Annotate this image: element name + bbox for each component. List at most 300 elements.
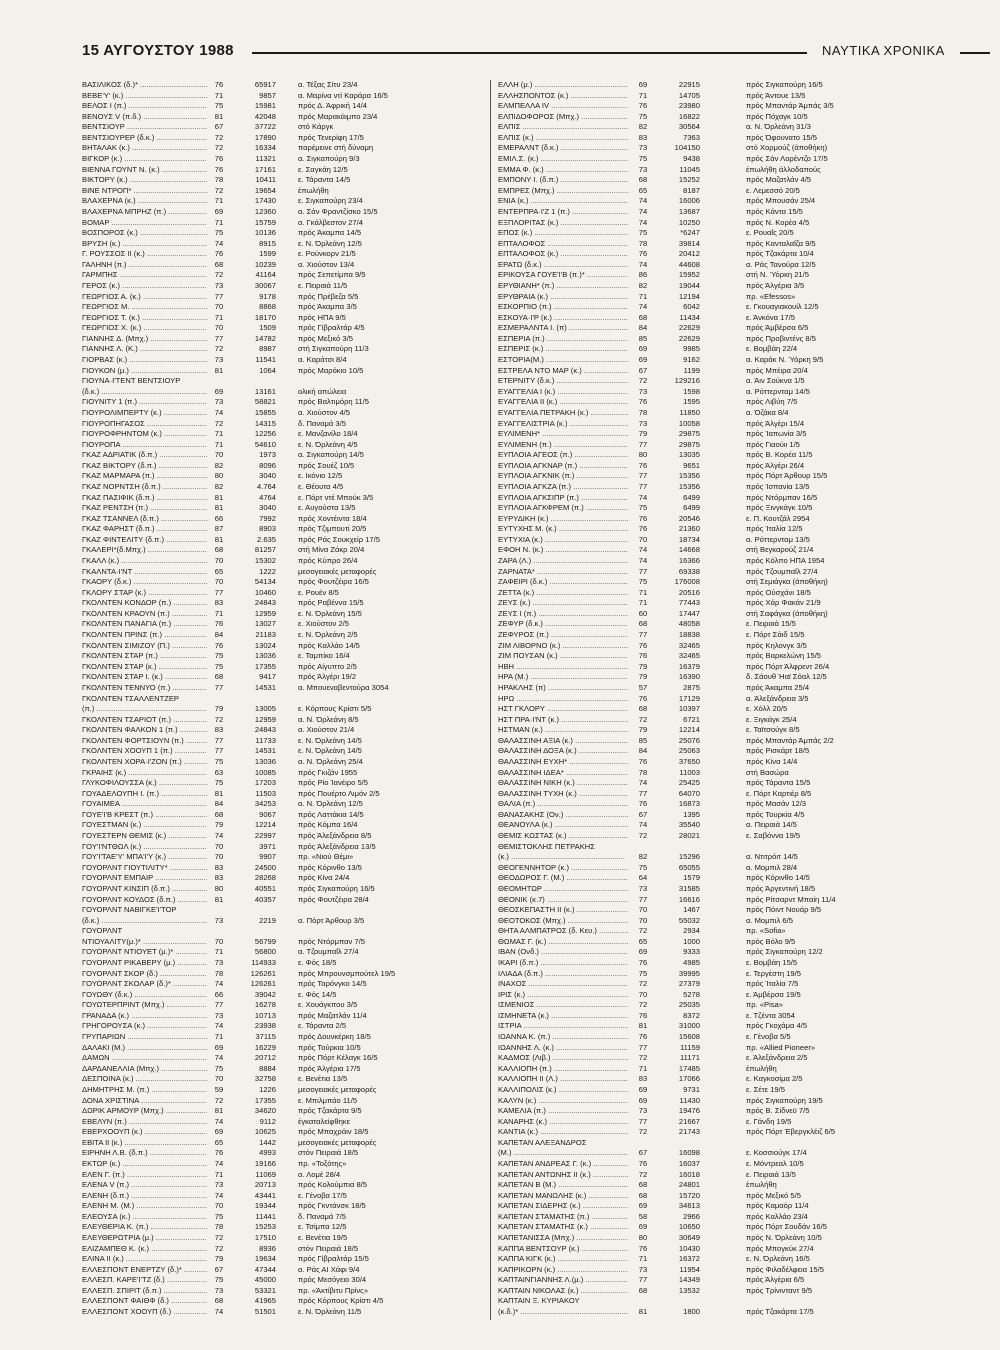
tonnage: 13027 (254, 619, 276, 629)
position-note: ε. Βενέτια 19/5 (298, 1233, 348, 1243)
ship-row (82, 429, 485, 440)
ship-row (82, 419, 485, 430)
tonnage: 1442 (259, 1137, 276, 1147)
position-note: δ. Παναμά 7/5 (298, 1211, 346, 1221)
tonnage: 10250 (678, 217, 700, 227)
build-year: 82 (214, 481, 224, 491)
build-year: 79 (638, 661, 648, 671)
ship-row (498, 577, 906, 588)
ship-name: ΕΡΥΘΡΑΙΑ (κ.) ..... (498, 292, 628, 303)
build-year: 80 (214, 883, 224, 893)
tonnage: 18838 (678, 630, 700, 640)
ship-row (498, 672, 906, 683)
ship-name: ΘΑΛΑΣΣΙΝΗ ΝΙΚΗ (κ.) ..... (498, 778, 628, 789)
tonnage: 37115 (255, 1032, 276, 1042)
build-year: 79 (638, 725, 648, 735)
build-year: 71 (214, 947, 224, 957)
build-year: 71 (214, 439, 224, 449)
tonnage: 20546 (678, 513, 700, 523)
position-note: πρός Σιγκαπούρη 16/5 (746, 80, 823, 89)
build-year: 68 (638, 704, 648, 714)
ship-row (498, 979, 906, 990)
position-note: πρός Προβιντένς 8/5 (746, 333, 816, 343)
build-year: 73 (214, 355, 224, 365)
ship-row (82, 387, 485, 398)
ship-row (82, 545, 485, 556)
position-note: πρός Τζακάρτα 10/4 (746, 249, 814, 259)
ship-name: ΕΥΑΓΓΕΛΙΑ ΠΕΤΡΑΚΗ (κ.) ..... (498, 408, 628, 419)
position-note: πρός Γκιζάν 1955 (298, 767, 358, 777)
ship-row (498, 270, 906, 281)
tonnage: 41164 (255, 270, 276, 280)
ship-name: ΓΛΥΚΟΦΙΛΟΥΣΣΑ (κ.) ..... (82, 778, 207, 789)
position-note: πρός Μεξικό 3/5 (298, 333, 353, 343)
tonnage: 15952 (678, 270, 700, 280)
ship-row (498, 154, 906, 165)
build-year: 74 (638, 259, 648, 269)
ship-name: ΓΚΟΛΝΤΕΝ ΦΟΡΤΣΙΟΥΝ (π.) ..... (82, 736, 207, 747)
ship-name: (δ.κ.) ..... (82, 916, 207, 927)
ship-name: ΓΚΑΛΝΤΑ·Ι'ΝΤ ..... (82, 567, 207, 578)
ship-row (82, 810, 485, 821)
build-year: 80 (214, 471, 224, 481)
position-note: ε. Τσίμπα 12/5 (298, 1222, 347, 1232)
tonnage: 8936 (259, 1243, 276, 1253)
ship-name: ΙΣΜΗΝΕΤΑ (κ.) ..... (498, 1011, 628, 1022)
ship-row (498, 249, 906, 260)
ship-name: ΘΕΜΙΣΤΟΚΛΗΣ ΠΕΤΡΑΚΗΣ (498, 841, 595, 851)
ship-row (498, 799, 906, 810)
ship-row (82, 1212, 485, 1223)
build-year: 81 (638, 1021, 648, 1031)
build-year: 82 (638, 852, 648, 862)
ship-row (82, 651, 485, 662)
ship-row (498, 704, 906, 715)
ship-row (498, 630, 906, 641)
tonnage: 9907 (259, 852, 276, 862)
position-note: πρός Πόρτ Σουδάν 16/5 (746, 1222, 827, 1232)
position-note: ε. Γκουαγιακουίλ 12/5 (746, 302, 819, 312)
position-note: πρός Γκοχάμα 4/5 (746, 1021, 808, 1031)
ship-row (82, 1286, 485, 1297)
tonnage: 17447 (678, 608, 700, 618)
ship-name: ΒΙΕΝΝΑ ΓΟΥΝΤ Ν. (κ.) ..... (82, 165, 207, 176)
position-note: α. Ν. Όρλεάνη 12/5 (298, 799, 363, 809)
ship-name: ΘΑΛΑΣΣΙΝΗ ΕΥΧΗ* ..... (498, 757, 628, 768)
build-year: 71 (638, 90, 648, 100)
ship-row (82, 873, 485, 884)
tonnage: 3040 (259, 503, 276, 513)
tonnage: 58821 (254, 397, 276, 407)
position-note: ε. Θέουτα 4/5 (298, 481, 344, 491)
ship-name: ΗΡΩ ..... (498, 694, 628, 705)
ship-name: ΕΥΤΥΧΙΑ (κ.) ..... (498, 535, 628, 546)
ship-row (498, 450, 906, 461)
ship-name: ΒΛΑΧΕΡΝΑ ΜΠΡΗΖ (π.) ..... (82, 207, 207, 218)
build-year: 77 (214, 587, 224, 597)
ship-name: ΒΟΣΠΟΡΟΣ (κ.) ..... (82, 228, 207, 239)
tonnage: 15356 (678, 481, 700, 491)
ship-row (82, 969, 485, 980)
position-note: πρός Ραβέννα 15/5 (298, 598, 364, 608)
tonnage: 13036 (254, 757, 276, 766)
tonnage: 18170 (254, 312, 276, 322)
ship-row (82, 905, 485, 916)
ship-name: ΓΚΑΖ ΝΟΡΝΤΣΗ (δ.π.) ..... (82, 482, 207, 493)
build-year: 83 (638, 132, 648, 142)
position-note: α. Καράτσι 8/4 (298, 355, 347, 365)
position-note: πρός Πόρτ Άλφρεντ 26/4 (746, 661, 830, 671)
tonnage: 16334 (254, 143, 276, 153)
build-year: 72 (214, 714, 224, 724)
ship-name: ΕΦΟΗ Ν. (κ.) ..... (498, 545, 628, 556)
tonnage: 9333 (683, 947, 700, 957)
tonnage: 10397 (678, 704, 700, 714)
build-year: 74 (638, 302, 648, 312)
ship-name: ΓΟΥΟΡΛΝΤ ΕΜΠΑΙΡ ..... (82, 873, 207, 884)
position-note: α. Άλεξάνδρεια 3/5 (746, 693, 809, 703)
build-year: 67 (214, 1264, 224, 1274)
tonnage: 11733 (255, 735, 276, 745)
build-year: 65 (214, 566, 224, 576)
build-year: 76 (214, 1148, 224, 1158)
build-year: 78 (214, 175, 224, 185)
build-year: 76 (638, 1158, 648, 1168)
tonnage: 12959 (254, 608, 276, 618)
ship-name: ΒΡΥΣΗ (κ.) ..... (82, 239, 207, 250)
ship-name: ΙΛΙΑΔΑ (δ.π.) ..... (498, 969, 628, 980)
build-year: 74 (214, 407, 224, 417)
position-note: α. Σιγκαπούρη 14/5 (298, 450, 364, 460)
ship-name: ΒΕΝΤΣΙΟΥΡ ..... (82, 122, 207, 133)
ship-name: ΓΟΥΟΡΛΝΤ ΚΙΝΣΙΠ (δ.π.) ..... (82, 884, 207, 895)
position-note: α. Καράκ Ν. Ύόρκη 9/5 (746, 355, 824, 365)
header-rule-end (960, 52, 990, 54)
build-year: 68 (214, 809, 224, 819)
tonnage: 10625 (254, 1127, 276, 1137)
position-note: πρός ΗΠΑ 9/5 (298, 312, 346, 322)
build-year: 85 (638, 333, 648, 343)
ship-row (498, 778, 906, 789)
ship-row (498, 947, 906, 958)
position-note: ε. Άνκόνα 17/5 (746, 312, 795, 322)
position-note: πρός Ντόρμπαν 16/5 (746, 492, 818, 502)
tonnage: 54134 (254, 577, 276, 587)
ship-row (82, 1138, 485, 1149)
ship-name: ΖΙΜ ΛΙΒΟΡΝΟ (κ.) ..... (498, 641, 628, 652)
build-year: 77 (638, 788, 648, 798)
tonnage: 11003 (679, 767, 700, 777)
ship-name: ΕΥΡΥΔΙΚΗ (κ.) ..... (498, 514, 628, 525)
ship-row (82, 461, 485, 472)
ship-row (498, 503, 906, 514)
position-note: πρός Τουρκία 4/5 (746, 809, 805, 819)
position-note: α. Ν. Όρλεάνη 31/3 (746, 122, 811, 132)
build-year: 75 (638, 862, 648, 872)
ship-row (498, 746, 906, 757)
position-note: πρός Τζιμπουτί 20/5 (298, 524, 367, 534)
ship-name: ΓΕΩΡΓΙΟΣ Α. (κ.) ..... (82, 292, 207, 303)
tonnage: 4993 (259, 1148, 276, 1158)
ship-name: ΕΣΤΡΕΛΑ ΝΤΟ ΜΑΡ (κ.) ..... (498, 366, 628, 377)
position-note: πρός Γκντάνσκ 18/5 (298, 1201, 366, 1211)
ship-row (498, 493, 906, 504)
build-year: 70 (638, 989, 648, 999)
ship-name: ΕΜΠΟΝΥ Ι. (δ.π.) ..... (498, 175, 628, 186)
position-note: ε. Ξιγκάγκ 25/4 (746, 714, 797, 724)
ship-row (82, 1201, 485, 1212)
tonnage: 16822 (678, 111, 700, 121)
tonnage: 4764 (259, 492, 276, 502)
position-note: ε. Πόρτ ντέ Μπούκ 3/5 (298, 492, 374, 502)
ship-row (82, 344, 485, 355)
position-note: ε. Χόλλ 20/5 (746, 704, 788, 714)
build-year: 73 (638, 386, 648, 396)
build-year: 70 (214, 323, 224, 333)
position-note: πρός Φουτζέιρα 28/4 (298, 894, 369, 904)
build-year: 79 (638, 672, 648, 682)
tonnage: 27379 (678, 979, 700, 989)
position-note: πρός Ίταλία 12/5 (746, 524, 803, 534)
position-note: πρός Τενερίφη 17/5 (298, 132, 364, 142)
position-note: ε. Πειραιά 11/5 (298, 280, 348, 290)
ship-name: ΙΣΜΕΝΙΟΣ ..... (498, 1000, 628, 1011)
position-note: πρός Τρίνινταντ 9/5 (746, 1285, 813, 1295)
tonnage: 47344 (254, 1264, 276, 1274)
build-year: 73 (638, 1106, 648, 1116)
ship-row (82, 133, 485, 144)
build-year: 68 (214, 545, 224, 555)
build-year: 76 (214, 619, 224, 629)
ship-name: ΕΣΠΕΡΙΑ (π.) ..... (498, 334, 628, 345)
ship-row (498, 556, 906, 567)
build-year: 76 (638, 799, 648, 809)
position-note: πρός Άλγέρι 19/2 (298, 672, 357, 682)
position-note: ε. Ταμπίκο 16/4 (298, 651, 350, 661)
position-note: πρός Άκαμπα 14/5 (298, 228, 362, 238)
ship-name: ΕΛΠΙΣ ..... (498, 122, 628, 133)
build-year: 76 (214, 154, 224, 164)
tonnage: 6042 (683, 302, 700, 312)
ship-row (82, 789, 485, 800)
ship-row (498, 461, 906, 472)
ship-name: (κ.) ..... (498, 852, 628, 863)
tonnage: 17485 (678, 1063, 700, 1073)
position-note: ε. Φός 18/5 (298, 957, 337, 967)
build-year: 74 (638, 556, 648, 566)
build-year: 84 (214, 630, 224, 640)
ship-row (498, 757, 906, 768)
ship-name: ΓΚΑΖ ΠΑΣΙΦΙΚ (δ.π.) ..... (82, 493, 207, 504)
build-year: 77 (638, 894, 648, 904)
ship-row (82, 704, 485, 715)
ship-name: ΓΟΥΕ'Ι'Β ΚΡΕΣΤ (π.) ..... (82, 810, 207, 821)
position-note: πρός Φουτζέιρα 16/5 (298, 577, 369, 587)
tonnage: 7363 (683, 132, 700, 142)
build-year: 74 (214, 979, 224, 989)
build-year: 75 (638, 228, 648, 238)
position-note: έπωλήθη (298, 185, 329, 195)
position-note: πρός Τζακάρτα 9/5 (298, 1106, 362, 1116)
tonnage: 6499 (683, 503, 700, 513)
build-year: 71 (214, 608, 224, 618)
build-year: 78 (214, 968, 224, 978)
ship-name: ΕΡΙΚΟΥΣΑ ΓΟΥΕ'Ι'Β (π.)* ..... (498, 270, 628, 281)
ship-row (498, 768, 906, 779)
tonnage: 18734 (678, 534, 700, 544)
ship-name: ΕΒΕΡΧΟΟΥΠ (κ.) ..... (82, 1127, 207, 1138)
build-year: 59 (214, 1084, 224, 1094)
tonnage: 11045 (679, 164, 700, 174)
ship-name: ΒΕΝΤΣΙΟΥΡΕΡ (δ.κ.) ..... (82, 133, 207, 144)
tonnage: 34253 (254, 799, 276, 809)
tonnage: *6247 (680, 228, 700, 238)
ship-row (498, 895, 906, 906)
tonnage: 2875 (683, 682, 700, 692)
ship-row (82, 1222, 485, 1233)
build-year: 72 (638, 1127, 648, 1137)
tonnage: 2219 (259, 915, 276, 925)
position-note: ε. Χουάγκπου 3/5 (298, 1000, 358, 1010)
tonnage: 24843 (254, 725, 276, 735)
build-year: 78 (638, 238, 648, 248)
ship-name: ΕΡΑΤΩ (δ.κ.) ..... (498, 260, 628, 271)
tonnage: 13532 (678, 1285, 700, 1295)
ship-row (82, 799, 485, 810)
ship-row (498, 662, 906, 673)
position-note: α. Ντιτρόιτ 14/5 (746, 852, 798, 862)
ship-row (498, 419, 906, 430)
position-note: πρός Κολούμπια 8/5 (298, 1180, 368, 1190)
ship-row (82, 567, 485, 578)
position-note: πρός Καλλάο 14/5 (298, 640, 360, 650)
ship-row (498, 1148, 906, 1159)
position-note: πρός Ν. Κορέα 4/5 (746, 217, 810, 227)
position-note: στόν Πειραιά 18/5 (298, 1148, 359, 1158)
ship-row (82, 524, 485, 535)
ship-row (82, 1053, 485, 1064)
tonnage: 77443 (678, 598, 700, 608)
build-year: 77 (638, 1042, 648, 1052)
ship-name: ΓΟΥΟΡΛΝΤ ΡΙΚΑΒΕΡΥ (μ.) ..... (82, 958, 207, 969)
ship-name: ΘΕΟΝΙΚ (κ.7) ..... (498, 895, 628, 906)
position-note: πρός Σεπετίμπα 9/5 (298, 270, 366, 280)
tonnage: 19654 (254, 185, 276, 195)
ship-row (498, 260, 906, 271)
position-note: πρ. «Νιού Θέμι» (298, 852, 354, 862)
position-note: ε. Κόρπους Κρίστι 5/5 (298, 704, 372, 714)
ship-row (498, 1096, 906, 1107)
tonnage: 15302 (254, 556, 276, 566)
position-note: ε. Γάνδη 19/5 (746, 1116, 792, 1126)
ship-name: ΕΥΠΛΟΙΑ ΑΓΚΝΑΡ (π.) ..... (498, 461, 628, 472)
ship-row (498, 122, 906, 133)
position-note: πρός Ίταλία 7/5 (746, 979, 799, 989)
header-rule (252, 52, 807, 54)
tonnage: 25076 (678, 735, 700, 745)
tonnage: 3971 (259, 841, 276, 851)
tonnage: 13161 (254, 386, 276, 396)
ship-row (82, 1074, 485, 1085)
tonnage: 28268 (254, 873, 276, 883)
ship-name: ΓΙΟΥΡΟΠΗΓΑΣΟΣ ..... (82, 419, 207, 430)
tonnage: 12256 (254, 429, 276, 439)
ship-name: ΝΤΙΟΥΑΛΙΤΥ(μ.)* ..... (82, 937, 207, 948)
ship-name: ΚΑΠΠΑ ΚΙΓΚ (κ.) ..... (498, 1254, 628, 1265)
ship-name: ΘΕΟΓΕΝΝΗΤΟΡ (κ.) ..... (498, 863, 628, 874)
build-year: 68 (638, 619, 648, 629)
position-note: πρός Άλγέρια 17/5 (298, 1063, 361, 1073)
build-year: 81 (214, 788, 224, 798)
tonnage: 40551 (254, 883, 276, 893)
ship-name: ΔΑΜΩΝ ..... (82, 1053, 207, 1064)
ship-name: ΘΑΛΑΣΣΙΝΗ ΑΞΙΑ (κ.) ..... (498, 736, 628, 747)
build-year: 68 (638, 1190, 648, 1200)
ship-row (498, 831, 906, 842)
position-note: μεσογειακές μεταφορές (298, 566, 377, 576)
position-note: πρός Ράς Σουκχείρ 17/5 (298, 534, 380, 544)
tonnage: 30067 (254, 280, 276, 290)
tonnage: 1199 (683, 365, 700, 375)
tonnage: 8868 (259, 302, 276, 312)
ship-name: ΕΣΤΟΡΙΑ(Μ.) ..... (498, 355, 628, 366)
ship-name: ΕΛΛΗΣΠΟΝΤΟΣ (κ.) ..... (498, 91, 628, 102)
tonnage: 21360 (678, 524, 700, 534)
ship-row (498, 1201, 906, 1212)
tonnage: 4.764 (256, 481, 276, 491)
tonnage: 10136 (254, 228, 276, 238)
position-note: α. Μαρίνα ντί Καράρα 16/5 (298, 90, 388, 100)
position-note: στό Κάργκ (298, 122, 334, 132)
ship-name: ΕΣΜΕΡΑΛΝΤΑ Ι. (π) ..... (498, 323, 628, 334)
ship-name: ΘΕΟΜΗΤΩΡ ..... (498, 884, 628, 895)
ship-name: ΖΑΦΕΙΡΙ (δ.κ.) ..... (498, 577, 628, 588)
tonnage: 11541 (255, 355, 276, 365)
build-year: 69 (638, 80, 648, 89)
ship-name: ΘΕΑΝΟΥΛΑ (κ.) ..... (498, 820, 628, 831)
build-year: 81 (214, 365, 224, 375)
build-year: 75 (214, 651, 224, 661)
build-year: 73 (214, 1180, 224, 1190)
position-note: πρός Μπογκύκ 27/4 (746, 1243, 814, 1253)
ship-name: ΘΕΟΣΚΕΠΑΣΤΗ ΙΙ (κ.) ..... (498, 905, 628, 916)
position-note: ε. Λεμεσσό 20/5 (746, 185, 800, 195)
ship-row (498, 1212, 906, 1223)
tonnage: 19344 (254, 1201, 276, 1211)
build-year: 77 (638, 439, 648, 449)
tonnage: 17203 (254, 778, 276, 788)
tonnage: 40357 (254, 894, 276, 904)
tonnage: 14531 (254, 746, 276, 756)
position-note: ε. Βομβάη 22/4 (746, 344, 798, 354)
ship-name: ΖΕΦΥΡ (δ.κ.) ..... (498, 619, 628, 630)
ship-row (498, 1233, 906, 1244)
build-year: 63 (214, 767, 224, 777)
ship-name: ΓΟΥΕΣΤΜΑΝ (κ.) ..... (82, 820, 207, 831)
ship-row (498, 820, 906, 831)
tonnage: 1064 (259, 365, 276, 375)
ship-name: (δ.κ.) ..... (82, 387, 207, 398)
ship-row (498, 397, 906, 408)
tonnage: 31585 (678, 883, 700, 893)
ship-name: ΕΥΠΛΟΙΑ ΑΓΚΣΙΠΡ (π.) ..... (498, 493, 628, 504)
build-year: 76 (638, 651, 648, 661)
position-note: α. Μομπιλ 28/4 (746, 862, 798, 872)
tonnage: 10058 (678, 418, 700, 428)
position-note: α. Γκάλβεστον 27/4 (298, 217, 363, 227)
position-note: ολική απώλεια (298, 386, 347, 396)
ship-row (498, 736, 906, 747)
